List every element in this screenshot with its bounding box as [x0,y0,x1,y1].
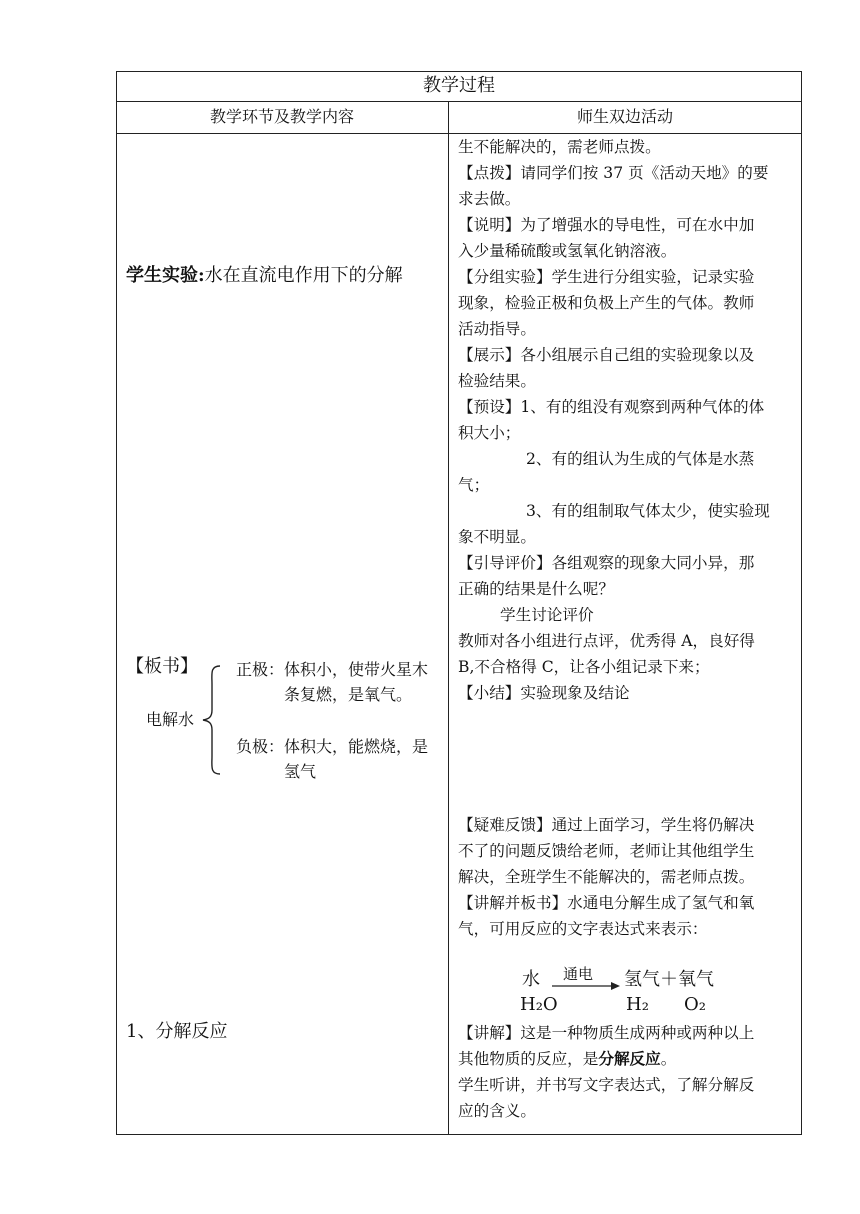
negative-pole-line2: 氢气 [284,762,317,781]
positive-pole-line2: 条复燃，是氧气。 [284,685,413,704]
activity-line: 气； [458,476,490,494]
column-divider [448,101,449,1135]
activity-line: 正确的结果是什么呢？ [458,580,614,598]
equation-condition: 通电 [563,965,594,983]
formula-hydrogen: H₂ [626,994,649,1015]
table-title: 教学过程 [423,75,495,96]
formula-water: H₂O [520,994,558,1015]
positive-pole-line1: 正极：体积小，使带火星木 [236,660,429,679]
left-column-header: 教学环节及教学内容 [209,107,354,126]
activity-line: 入少量稀硫酸或氢氧化钠溶液。 [458,242,677,260]
experiment-heading [126,266,403,286]
explain-line [458,1049,676,1069]
activity-line: 现象，检验正极和负极上产生的气体。教师 [458,294,755,312]
activity-line: 【说明】为了增强水的导电性，可在水中加 [458,216,755,234]
activity-line: 【预设】1、有的组没有观察到两种气体的体 [458,398,765,416]
activity-line: 3、有的组制取气体太少，使实验现 [526,502,770,520]
feedback-line: 【疑难反馈】通过上面学习，学生将仍解决 [458,816,755,834]
feedback-line: 解决，全班学生不能解决的，需老师点拨。 [458,868,755,886]
activity-line: 活动指导。 [458,320,536,338]
electrolysis-label: 电解水 [146,710,195,729]
activity-line: 求去做。 [458,190,521,208]
activity-line: 2、有的组认为生成的气体是水蒸 [526,450,755,468]
header-divider [116,133,802,134]
right-column-header: 师生双边活动 [576,107,673,126]
experiment-label: 学生实验: [126,265,205,286]
formula-oxygen: O₂ [684,994,706,1015]
explain-line2-prefix: 其他物质的反应，是 [458,1050,599,1068]
activity-line: 学生讨论评价 [500,606,594,624]
activity-line: 【展示】各小组展示自己组的实验现象以及 [458,346,755,364]
equation-products: 氢气＋氧气 [624,969,714,990]
activity-line: 象不明显。 [458,528,536,546]
decomposition-heading: 1、分解反应 [126,1021,228,1042]
experiment-text: 水在直流电作用下的分解 [204,265,403,286]
decomposition-term: 分解反应 [598,1049,661,1068]
activity-line: 生不能解决的，需老师点拨。 [458,138,661,156]
activity-line: 【小结】实验现象及结论 [458,684,630,702]
activity-line: B,不合格得 C，让各小组记录下来； [458,658,710,676]
explain-line: 【讲解】这是一种物质生成两种或两种以上 [458,1024,755,1042]
feedback-line: 不了的问题反馈给老师，老师让其他组学生 [458,842,755,860]
equation-reactant: 水 [522,969,540,990]
listen-line: 应的含义。 [458,1102,536,1120]
activity-line: 【分组实验】学生进行分组实验，记录实验 [458,268,755,286]
activity-line: 【点拨】请同学们按 37 页《活动天地》的要 [458,164,769,182]
listen-line: 学生听讲，并书写文字表达式，了解分解反 [458,1076,755,1094]
activity-line: 积大小； [458,424,521,442]
negative-pole-line1: 负极：体积大，能燃烧，是 [236,737,429,756]
brace-icon [200,664,222,776]
board-label: 【板书】 [126,656,198,677]
arrow-icon [551,980,621,992]
activity-line: 检验结果。 [458,372,536,390]
feedback-line: 【讲解并板书】水通电分解生成了氢气和氧 [458,894,755,912]
explain-line2-suffix: 。 [660,1050,677,1068]
title-divider [116,101,802,102]
activity-line: 教师对各小组进行点评，优秀得 A，良好得 [458,632,755,650]
feedback-line: 气，可用反应的文字表达式来表示： [458,920,708,938]
activity-line: 【引导评价】各组观察的现象大同小异，那 [458,554,755,572]
